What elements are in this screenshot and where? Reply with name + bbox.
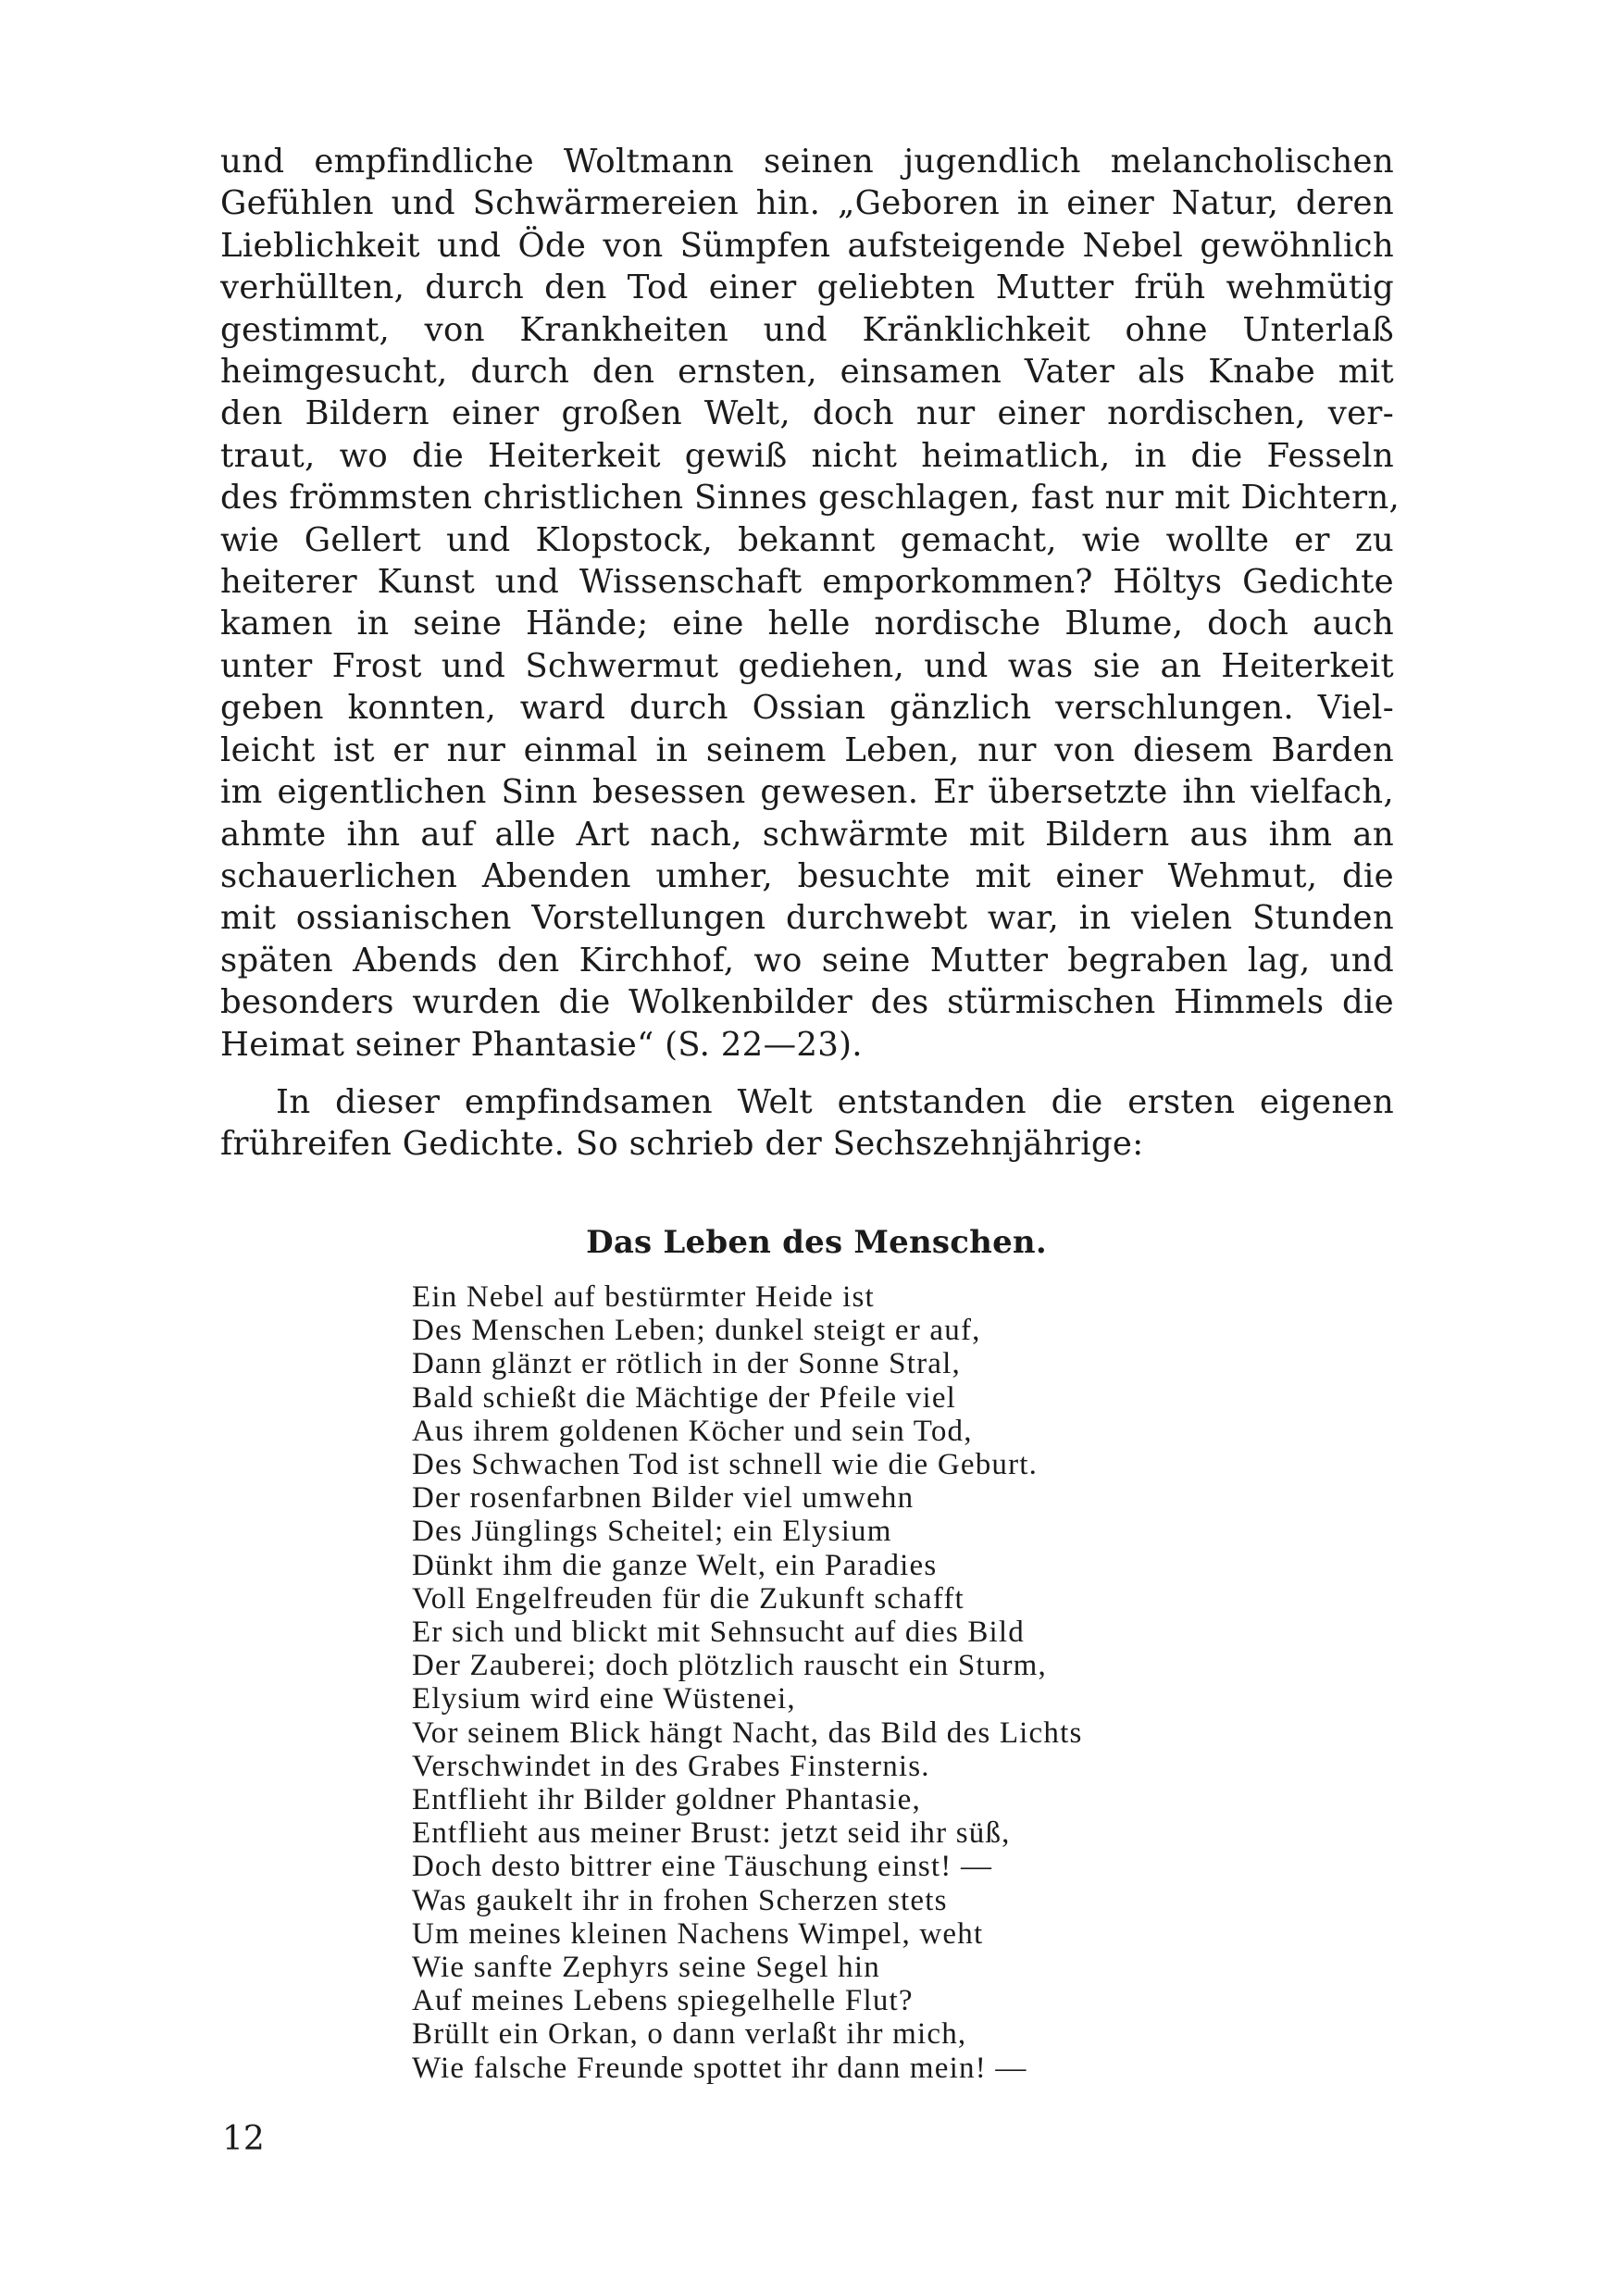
poem-line: Bald schießt die Mächtige der Pfeile viel — [412, 1380, 957, 1415]
text-line: heiterer Kunst und Wissenschaft emporkommen? Höltys Gedichte — [220, 563, 1394, 602]
text-line: frühreifen Gedichte. So schrieb der Sechszehnjährige: — [220, 1125, 1144, 1164]
text-line: des frömmsten christlichen Sinnes geschlagen, fast nur mit Dichtern, — [220, 479, 1400, 518]
poem-line: Der Zauberei; doch plötzlich rauscht ein Sturm, — [412, 1649, 1047, 1683]
poem-line: Doch desto bittrer eine Täuschung einst! — — [412, 1850, 993, 1884]
poem-line: Auf meines Lebens spiegelhelle Flut? — [412, 1984, 914, 2018]
poem-line: Entflieht aus meiner Brust: jetzt seid ihr süß, — [412, 1816, 1011, 1851]
poem-line: Aus ihrem goldenen Köcher und sein Tod, — [412, 1414, 973, 1448]
poem-line: Entflieht ihr Bilder goldner Phantasie, — [412, 1783, 921, 1817]
text-line: späten Abends den Kirchhof, wo seine Mutter begraben lag, und — [220, 941, 1394, 980]
text-line: unter Frost und Schwermut gediehen, und was sie an Heiterkeit — [220, 646, 1394, 685]
text-line: und empfindliche Woltmann seinen jugendlich melancholischen — [220, 143, 1394, 181]
text-line: den Bildern einer großen Welt, doch nur einer nordischen, ver- — [220, 394, 1394, 433]
poem-line: Wie sanfte Zephyrs seine Segel hin — [412, 1951, 880, 1985]
poem-line: Der rosenfarbnen Bilder viel umwehn — [412, 1481, 915, 1516]
poem-line: Des Schwachen Tod ist schnell wie die Geburt. — [412, 1448, 1039, 1482]
poem — [412, 1280, 1245, 2085]
text-line: geben konnten, ward durch Ossian gänzlich verschlungen. Viel- — [220, 689, 1394, 728]
text-line: im eigentlichen Sinn besessen gewesen. Er übersetzte ihn vielfach, — [220, 773, 1394, 812]
text-line: kamen in seine Hände; eine helle nordische Blume, doch auch — [220, 605, 1394, 643]
poem-line: Dünkt ihm die ganze Welt, ein Paradies — [412, 1548, 938, 1582]
poem-line: Er sich und blickt mit Sehnsucht auf dies Bild — [412, 1616, 1025, 1650]
poem-line: Vor seinem Blick hängt Nacht, das Bild des Lichts — [412, 1716, 1083, 1750]
poem-line: Wie falsche Freunde spottet ihr dann mein! — — [412, 2051, 1027, 2085]
poem-line: Dann glänzt er rötlich in der Sonne Stral, — [412, 1347, 961, 1381]
poem-line: Verschwindet in des Grabes Finsternis. — [412, 1749, 930, 1783]
text-line: leicht ist er nur einmal in seinem Leben, nur von diesem Barden — [220, 730, 1394, 769]
text-line: Lieblichkeit und Öde von Sümpfen aufsteigende Nebel gewöhnlich — [220, 226, 1394, 265]
page-number: 12 — [222, 2120, 265, 2158]
text-line: mit ossianischen Vorstellungen durchwebt war, in vielen Stunden — [220, 899, 1394, 938]
text-line: ahmte ihn auf alle Art nach, schwärmte mit Bildern aus ihm an — [220, 815, 1394, 854]
poem-line: Des Menschen Leben; dunkel steigt er auf, — [412, 1314, 981, 1348]
poem-line: Voll Engelfreuden für die Zukunft schafft — [412, 1581, 965, 1616]
text-line: schauerlichen Abenden umher, besuchte mit einer Wehmut, die — [220, 856, 1394, 895]
poem-line: Um meines kleinen Nachens Wimpel, weht — [412, 1916, 984, 1951]
paragraph-2 — [220, 1081, 1394, 1166]
text-line: gestimmt, von Krankheiten und Kränklichkeit ohne Unterlaß — [220, 310, 1394, 349]
poem-line: Brüllt ein Orkan, o dann verlaßt ihr mich, — [412, 2017, 967, 2052]
text-line: verhüllten, durch den Tod einer geliebten Mutter früh wehmütig — [220, 268, 1394, 307]
poem-line: Des Jünglings Scheitel; ein Elysium — [412, 1515, 892, 1549]
paragraph-1 — [220, 141, 1400, 1066]
text-line: Gefühlen und Schwärmereien hin. „Geboren in einer Natur, deren — [220, 184, 1394, 223]
text-line: Heimat seiner Phantasie“ (S. 22—23). — [220, 1025, 863, 1064]
poem-title: Das Leben des Menschen. — [586, 1224, 1047, 1261]
text-line: In dieser empfindsamen Welt entstanden die ersten eigenen — [276, 1083, 1394, 1121]
poem-line: Elysium wird eine Wüstenei, — [412, 1682, 796, 1716]
text-line: wie Gellert und Klopstock, bekannt gemacht, wie wollte er zu — [220, 520, 1394, 559]
text-line: besonders wurden die Wolkenbilder des stürmischen Himmels die — [220, 983, 1394, 1022]
text-line: heimgesucht, durch den ernsten, einsamen Vater als Knabe mit — [220, 353, 1394, 392]
poem-line: Ein Nebel auf bestürmter Heide ist — [412, 1280, 875, 1314]
text-line: traut, wo die Heiterkeit gewiß nicht heimatlich, in die Fesseln — [220, 436, 1394, 475]
poem-line: Was gaukelt ihr in frohen Scherzen stets — [412, 1883, 948, 1917]
